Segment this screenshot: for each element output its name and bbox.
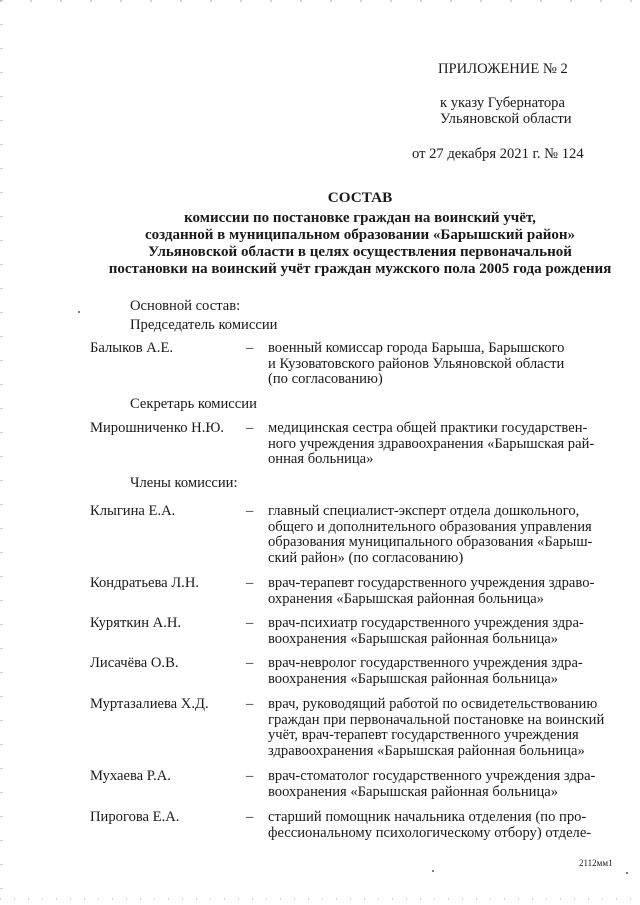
position-line: ного учреждения здравоохранения «Барышская рай- [268, 435, 595, 452]
subtitle-line: постановки на воинский учёт граждан мужского пола 2005 года рождения [108, 261, 612, 277]
member-position [268, 341, 615, 388]
subtitle-line: комиссии по постановке граждан на воинский учёт, [184, 210, 536, 226]
member-position [268, 504, 615, 566]
decree-line-2: Ульяновской области [440, 110, 572, 127]
section-members: Члены комиссии: [130, 475, 238, 491]
position-line: врач, руководящий работой по освидетельствованию [268, 696, 598, 712]
member-name: Муртазалиева Х.Д. [90, 696, 209, 712]
position-line: военный комиссар города Барыша, Барышского [268, 340, 565, 356]
position-line: (по согласованию) [268, 371, 383, 387]
member-dash: – [246, 768, 254, 784]
decree-date: от 27 декабря 2021 г. № 124 [412, 146, 584, 162]
member-position [268, 810, 615, 841]
section-secretary: Секретарь комиссии [130, 396, 257, 412]
position-line: здравоохранения «Барышская районная больница» [268, 742, 585, 759]
member-position [268, 576, 615, 607]
scan-speck [432, 870, 434, 872]
section-main: Основной состав: [130, 298, 241, 314]
member-dash: – [246, 340, 254, 356]
position-line: воохранения «Барышская районная больница» [268, 630, 559, 647]
member-dash: – [246, 809, 254, 825]
position-line: медицинская сестра общей практики государствен- [268, 420, 588, 436]
member-name: Клыгина Е.А. [90, 503, 176, 519]
member-position [268, 656, 615, 687]
member-position [268, 421, 615, 468]
position-line: врач-стоматолог государственного учреждения здра- [268, 768, 596, 784]
decree-line-1: к указу Губернатора [440, 95, 565, 111]
position-line: фессиональному психологическому отбору) отделе- [268, 824, 592, 841]
footer-document-code: 2112мм1 [579, 858, 613, 868]
scan-edge-top [0, 0, 640, 2]
position-line: главный специалист-эксперт отдела дошкольного, [268, 503, 580, 519]
position-line: онная больница» [268, 451, 374, 467]
member-position [268, 697, 615, 759]
section-chair: Председатель комиссии [130, 317, 278, 333]
position-line: воохранения «Барышская районная больница» [268, 783, 559, 800]
position-line: старший помощник начальника отделения (по про- [268, 809, 587, 825]
member-name: Кондратьева Л.Н. [90, 575, 200, 591]
position-line: общего и дополнительного образования управления [268, 518, 592, 535]
subtitle-line: Ульяновской области в целях осуществления первоначальной [148, 244, 572, 260]
position-line: граждан при первоначальной постановке на воинский [268, 711, 605, 728]
position-line: и Кузоватовского районов Ульяновской области [268, 355, 565, 372]
document-title: СОСТАВ [327, 189, 393, 206]
appendix-label: ПРИЛОЖЕНИЕ № 2 [438, 61, 568, 77]
member-name: Мухаева Р.А. [90, 768, 171, 784]
member-position [268, 769, 615, 800]
position-line: воохранения «Барышская районная больница» [268, 670, 559, 687]
member-name: Мирошниченко Н.Ю. [90, 420, 224, 436]
member-position [268, 616, 615, 647]
member-dash: – [246, 503, 254, 519]
member-dash: – [246, 615, 254, 631]
member-name: Пирогова Е.А. [90, 809, 180, 825]
position-line: врач-терапевт государственного учреждения здраво- [268, 575, 595, 591]
member-name: Балыков А.Е. [90, 340, 174, 356]
scan-edge-left [0, 0, 3, 905]
position-line: образования муниципального образования «Барыш- [268, 534, 593, 550]
position-line: врач-невролог государственного учреждения здра- [268, 655, 583, 671]
position-line: врач-психиатр государственного учреждения здра- [268, 615, 584, 631]
position-line: охранения «Барышская районная больница» [268, 590, 544, 607]
member-name: Лисачёва О.В. [90, 655, 179, 671]
scan-edge-bottom [0, 898, 640, 900]
member-dash: – [246, 655, 254, 671]
position-line: ский район» (по согласованию) [268, 549, 464, 566]
subtitle-line: созданной в муниципальном образовании «Барышский район» [144, 227, 576, 243]
member-dash: – [246, 696, 254, 712]
member-name: Куряткин А.Н. [90, 615, 182, 631]
member-dash: – [246, 420, 254, 436]
scan-speck [78, 311, 80, 313]
member-dash: – [246, 575, 254, 591]
scan-speck [626, 872, 628, 874]
decree-reference [440, 96, 572, 127]
position-line: учёт, врач-терапевт государственного учреждения [268, 727, 579, 743]
document-subtitle [60, 210, 640, 278]
